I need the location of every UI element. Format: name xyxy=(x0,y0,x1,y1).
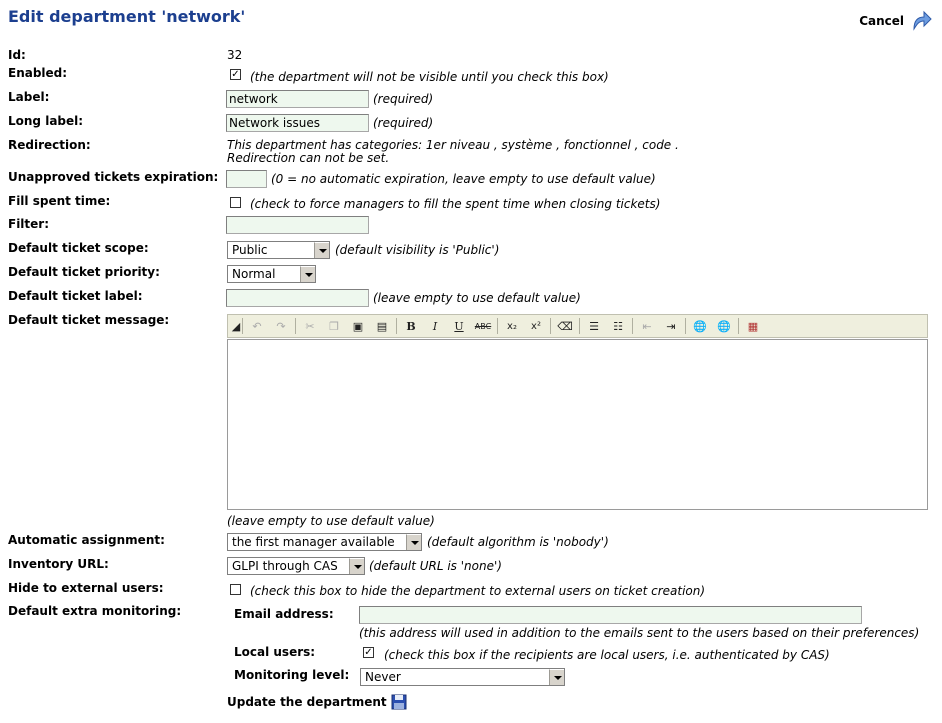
hide-external-checkbox[interactable] xyxy=(230,584,241,595)
chevron-down-icon[interactable] xyxy=(549,669,564,685)
ticket-label-label: Default ticket label: xyxy=(8,289,143,303)
unapproved-hint: (0 = no automatic expiration, leave empty to use default value) xyxy=(271,172,656,186)
fill-spent-label: Fill spent time: xyxy=(8,194,111,208)
fill-spent-hint: (check to force managers to fill the spent time when closing tickets) xyxy=(250,197,661,211)
undo-icon[interactable]: ↶ xyxy=(252,319,262,333)
toolbar-separator xyxy=(685,318,686,334)
toolbar-separator xyxy=(632,318,633,334)
ticket-label-input[interactable] xyxy=(226,289,369,307)
local-users-hint: (check this box if the recipients are local users, i.e. authenticated by CAS) xyxy=(384,648,830,662)
superscript-icon[interactable]: x² xyxy=(531,320,541,332)
toolbar-separator xyxy=(396,318,397,334)
toolbar-separator xyxy=(242,318,243,334)
toolbar-separator xyxy=(550,318,551,334)
remove-format-icon[interactable]: ⌫ xyxy=(557,319,573,333)
scope-selected: Public xyxy=(232,243,268,257)
chevron-down-icon[interactable] xyxy=(314,242,329,258)
auto-assign-label: Automatic assignment: xyxy=(8,533,165,547)
update-department-button[interactable] xyxy=(227,694,407,710)
italic-icon[interactable]: I xyxy=(432,319,438,333)
toolbar-grip-icon: ◢ xyxy=(231,319,241,333)
toolbar-separator xyxy=(295,318,296,334)
label-label: Label: xyxy=(8,90,50,104)
long-label-input[interactable]: Network issues xyxy=(226,114,369,132)
label-hint: (required) xyxy=(373,92,434,106)
monitoring-level-selected: Never xyxy=(365,670,401,684)
scope-select[interactable] xyxy=(227,241,330,259)
link-icon[interactable]: 🌐 xyxy=(693,319,707,333)
indent-icon[interactable]: ⇥ xyxy=(666,319,676,333)
label-input[interactable]: network xyxy=(226,90,369,108)
filter-input[interactable] xyxy=(226,216,369,234)
priority-label: Default ticket priority: xyxy=(8,265,160,279)
editor-toolbar xyxy=(227,314,928,338)
toolbar-separator xyxy=(497,318,498,334)
inventory-url-select[interactable] xyxy=(227,557,365,575)
paste-text-icon[interactable]: ▤ xyxy=(376,319,388,333)
redirection-text-1: This department has categories: 1er niveau , système , fonctionnel , code . xyxy=(227,138,679,152)
inventory-url-hint: (default URL is 'none') xyxy=(369,559,502,573)
paste-icon[interactable]: ▣ xyxy=(352,319,364,333)
hide-external-hint: (check this box to hide the department to external users on ticket creation) xyxy=(250,584,706,598)
strikethrough-icon[interactable]: ABC xyxy=(474,321,492,331)
inventory-url-label: Inventory URL: xyxy=(8,557,109,571)
ticket-message-hint: (leave empty to use default value) xyxy=(227,514,435,528)
toolbar-separator xyxy=(579,318,580,334)
hide-external-label: Hide to external users: xyxy=(8,581,164,595)
redirection-label: Redirection: xyxy=(8,138,91,152)
ticket-message-label: Default ticket message: xyxy=(8,313,170,327)
underline-icon[interactable]: U xyxy=(454,319,464,333)
source-icon[interactable]: ▦ xyxy=(747,319,759,333)
priority-select[interactable] xyxy=(227,265,316,283)
long-label-label: Long label: xyxy=(8,114,84,128)
bold-icon[interactable]: B xyxy=(406,319,416,333)
cut-icon[interactable]: ✂ xyxy=(305,319,315,333)
back-arrow-icon[interactable] xyxy=(908,9,932,33)
save-icon[interactable] xyxy=(391,694,407,710)
subscript-icon[interactable]: x₂ xyxy=(507,320,517,332)
filter-label: Filter: xyxy=(8,217,50,231)
update-department-label[interactable]: Update the department xyxy=(227,695,387,709)
local-users-label: Local users: xyxy=(234,645,316,659)
fill-spent-checkbox[interactable] xyxy=(230,197,241,208)
enabled-hint: (the department will not be visible until you check this box) xyxy=(250,70,609,84)
auto-assign-select[interactable] xyxy=(227,533,422,551)
redirection-text-2: Redirection can not be set. xyxy=(227,151,390,165)
cancel-button[interactable] xyxy=(859,9,932,33)
unordered-list-icon[interactable]: ☷ xyxy=(613,319,623,333)
chevron-down-icon[interactable] xyxy=(406,534,421,550)
priority-selected: Normal xyxy=(232,267,276,281)
inventory-url-selected: GLPI through CAS xyxy=(232,559,338,573)
long-label-hint: (required) xyxy=(373,116,434,130)
email-address-input[interactable] xyxy=(359,606,862,624)
chevron-down-icon[interactable] xyxy=(300,266,315,282)
monitoring-level-select[interactable] xyxy=(360,668,565,686)
redo-icon[interactable]: ↷ xyxy=(276,319,286,333)
chevron-down-icon[interactable] xyxy=(349,558,364,574)
email-address-hint: (this address will used in addition to the emails sent to the users based on their preferences) xyxy=(359,626,920,640)
copy-icon[interactable]: ❐ xyxy=(329,319,339,333)
ordered-list-icon[interactable]: ☰ xyxy=(589,319,599,333)
unapproved-input[interactable] xyxy=(226,170,267,188)
extra-monitoring-label: Default extra monitoring: xyxy=(8,604,182,618)
scope-label: Default ticket scope: xyxy=(8,241,149,255)
cancel-label[interactable]: Cancel xyxy=(859,14,904,28)
outdent-icon[interactable]: ⇤ xyxy=(642,319,652,333)
ticket-message-editor[interactable] xyxy=(227,339,928,510)
auto-assign-hint: (default algorithm is 'nobody') xyxy=(427,535,609,549)
monitoring-level-label: Monitoring level: xyxy=(234,668,350,682)
toolbar-separator xyxy=(738,318,739,334)
email-address-label: Email address: xyxy=(234,607,334,621)
enabled-label: Enabled: xyxy=(8,66,68,80)
auto-assign-selected: the first manager available xyxy=(232,535,395,549)
id-label: Id: xyxy=(8,48,26,62)
unlink-icon[interactable]: 🌐 xyxy=(717,319,731,333)
id-value: 32 xyxy=(227,48,243,62)
scope-hint: (default visibility is 'Public') xyxy=(335,243,500,257)
enabled-checkbox[interactable]: ✓ xyxy=(231,69,240,80)
ticket-label-hint: (leave empty to use default value) xyxy=(373,291,581,305)
unapproved-label: Unapproved tickets expiration: xyxy=(8,170,219,184)
local-users-checkbox[interactable]: ✓ xyxy=(364,647,373,658)
page-title: Edit department 'network' xyxy=(8,7,246,26)
